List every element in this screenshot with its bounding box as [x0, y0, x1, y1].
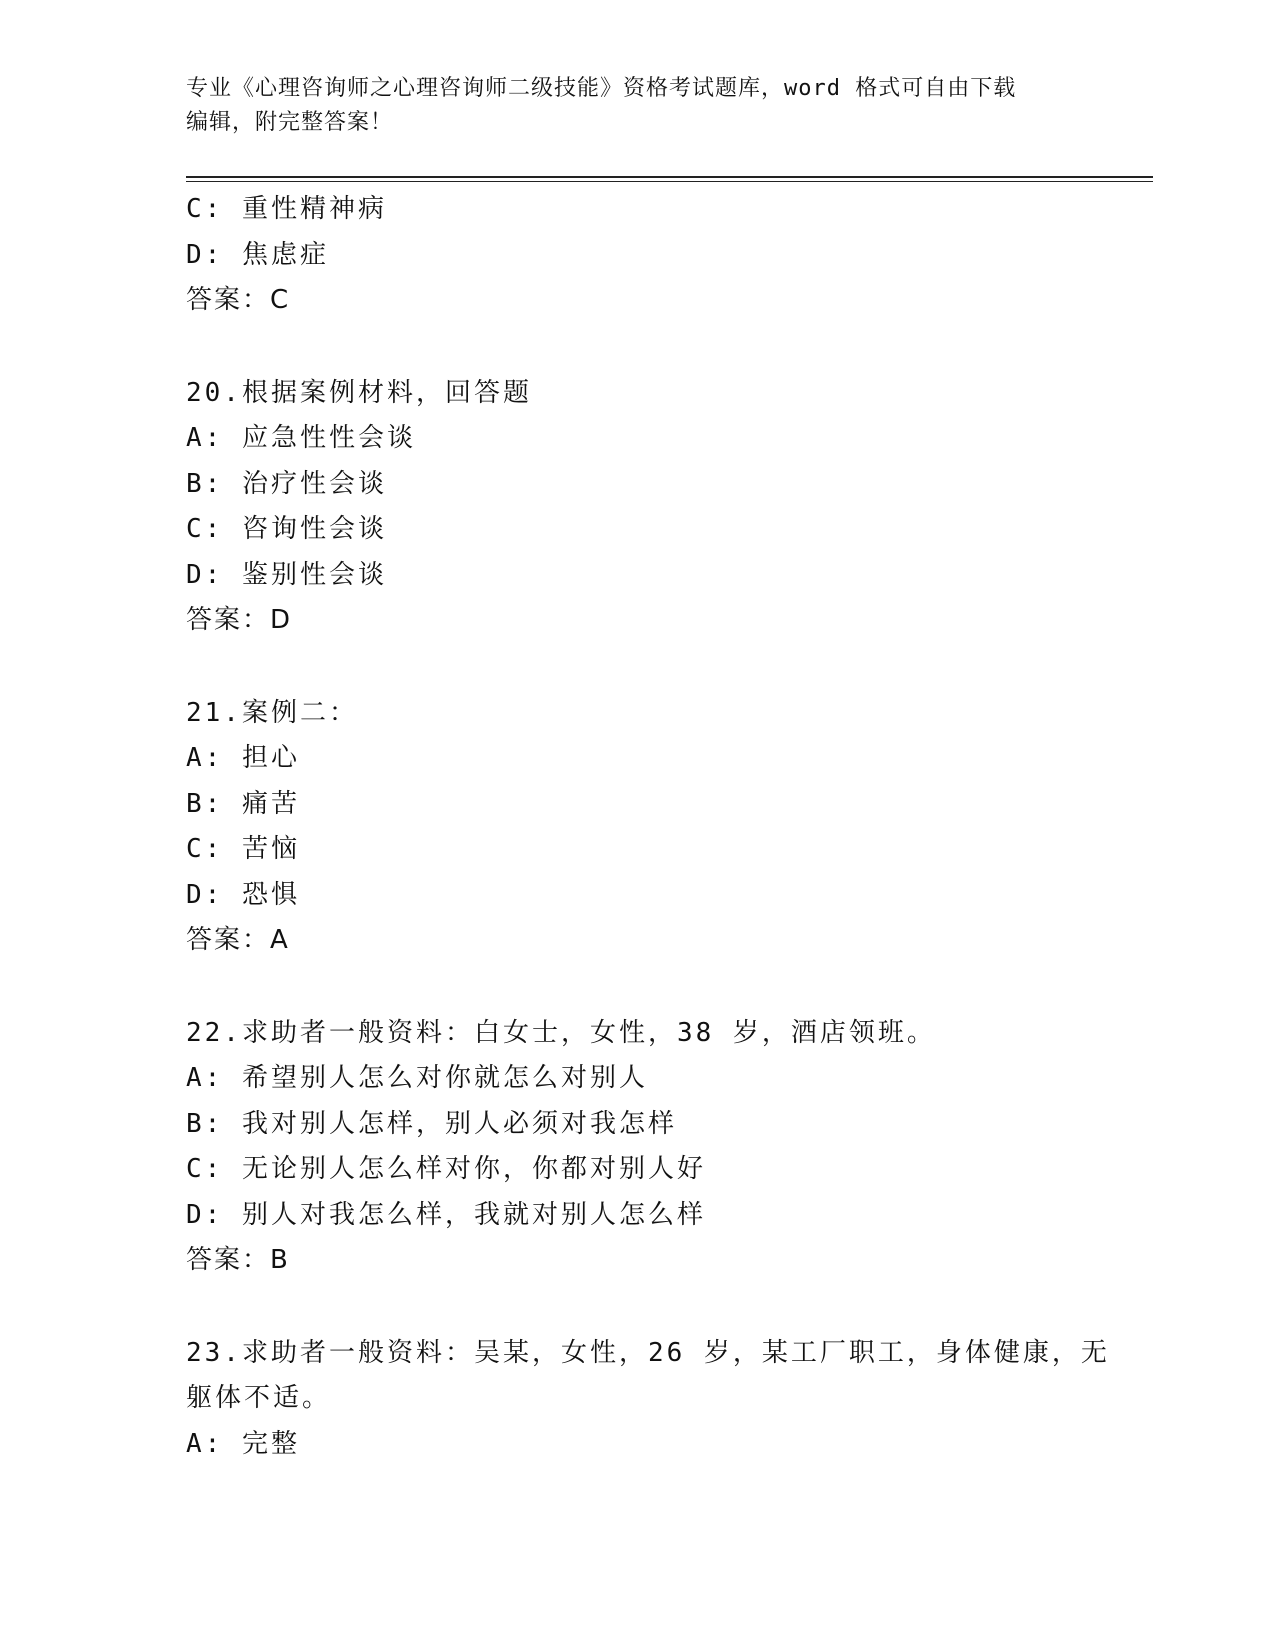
option-c: C: 苦恼	[186, 834, 300, 864]
answer-line: 答案：B	[186, 1245, 290, 1275]
header-divider-thin	[186, 181, 1153, 182]
page-header	[186, 72, 1066, 140]
option-a: A: 应急性性会谈	[186, 423, 416, 453]
option-c: C: 无论别人怎么样对你，你都对别人好	[186, 1154, 706, 1184]
answer-line: 答案：D	[186, 605, 293, 635]
answer-line: 答案：A	[186, 925, 290, 955]
question-stem: 20.根据案例材料，回答题	[186, 377, 532, 408]
question-stem-line-1: 23.求助者一般资料：吴某，女性，26 岁，某工厂职工，身体健康，无	[186, 1337, 1110, 1368]
option-d: D: 恐惧	[186, 879, 300, 910]
option-d: D: 鉴别性会谈	[186, 559, 387, 590]
question-22	[186, 1011, 1086, 1284]
option-a: A: 希望别人怎么对你就怎么对别人	[186, 1063, 648, 1093]
answer-line: 答案：C	[186, 285, 291, 315]
header-divider-thick	[186, 176, 1153, 178]
header-line-1: 专业《心理咨询师之心理咨询师二级技能》资格考试题库，word 格式可自由下载	[186, 76, 1017, 101]
option-d: D: 别人对我怎么样，我就对别人怎么样	[186, 1199, 706, 1230]
option-b: B: 我对别人怎样，别人必须对我怎样	[186, 1108, 677, 1139]
header-line-2: 编辑，附完整答案！	[186, 110, 394, 135]
option-a: A: 担心	[186, 743, 300, 773]
question-stem: 22.求助者一般资料：白女士，女性，38 岁，酒店领班。	[186, 1017, 936, 1048]
question-20	[186, 371, 1086, 644]
question-19-tail	[186, 187, 1086, 324]
question-21	[186, 691, 1086, 964]
question-stem: 21.案例二：	[186, 697, 358, 728]
question-stem-line-2: 躯体不适。	[186, 1383, 332, 1413]
option-b: B: 痛苦	[186, 788, 300, 819]
question-list	[186, 187, 1110, 1467]
option-c: C: 咨询性会谈	[186, 514, 387, 544]
option-d: D: 焦虑症	[186, 239, 329, 270]
option-b: B: 治疗性会谈	[186, 468, 387, 499]
option-a: A: 完整	[186, 1428, 300, 1459]
question-23	[186, 1331, 1110, 1468]
option-c: C: 重性精神病	[186, 194, 387, 224]
